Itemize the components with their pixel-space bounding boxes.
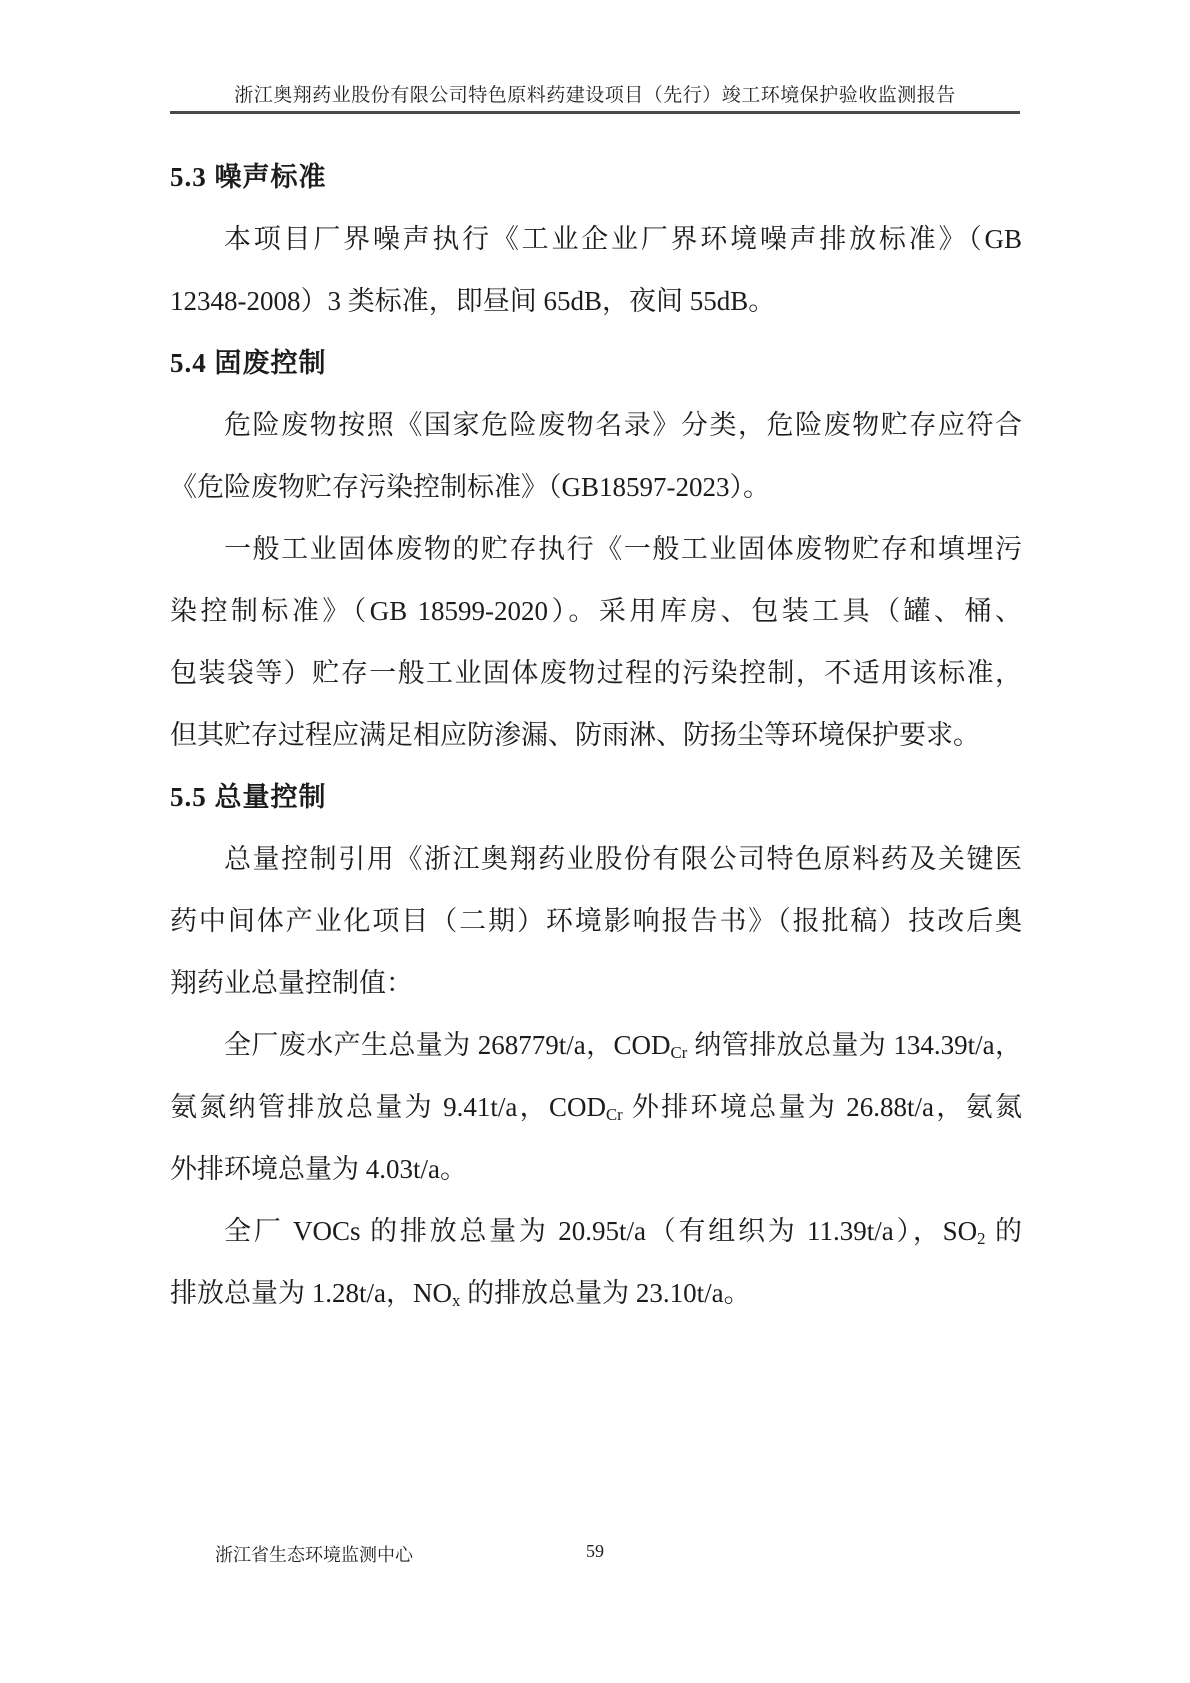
- text-run: 12348-2008）3 类标准，即昼间 65dB，夜间 55dB。: [170, 286, 776, 316]
- text-run: 但其贮存过程应满足相应防渗漏、防雨淋、防扬尘等环境保护要求。: [170, 720, 980, 750]
- subscript-text: Cr: [670, 1043, 688, 1063]
- paragraph: [170, 828, 1022, 1014]
- text-run: 危险废物按照《国家危险废物名录》分类，危险废物贮存应符合: [224, 410, 1022, 440]
- text-run: 5.4 固废控制: [170, 348, 327, 378]
- text-run: 全厂废水产生总量为 268779t/a，COD: [224, 1030, 671, 1060]
- text-run: 的排放总量为 23.10t/a。: [460, 1278, 751, 1308]
- text-line: [170, 146, 1022, 208]
- header-title: 浙江奥翔药业股份有限公司特色原料药建设项目（先行）竣工环境保护验收监测报告: [234, 85, 956, 106]
- text-line: [170, 1262, 1022, 1324]
- text-run: 纳管排放总量为 134.39t/a，: [687, 1030, 1022, 1060]
- paragraph: [170, 1200, 1022, 1324]
- page-number: 59: [586, 1541, 604, 1561]
- text-line: [170, 766, 1022, 828]
- section-heading: [170, 146, 1022, 208]
- text-line: [170, 1076, 1022, 1138]
- paragraph: [170, 394, 1022, 518]
- text-line: [170, 1138, 1022, 1200]
- text-line: [170, 704, 1022, 766]
- text-line: [170, 952, 1022, 1014]
- paragraph: [170, 208, 1022, 332]
- paragraph: [170, 518, 1022, 766]
- text-run: 本项目厂界噪声执行《工业企业厂界环境噪声排放标准》（GB: [224, 224, 1022, 254]
- text-line: [170, 518, 1022, 580]
- text-run: 排放总量为 1.28t/a，NO: [170, 1278, 452, 1308]
- header-rule: [170, 111, 1020, 114]
- text-run: 一般工业固体废物的贮存执行《一般工业固体废物贮存和填埋污: [224, 534, 1022, 564]
- section-heading: [170, 766, 1022, 828]
- text-line: [170, 332, 1022, 394]
- text-run: 《危险废物贮存污染控制标准》（GB18597-2023）。: [170, 472, 770, 502]
- text-run: 翔药业总量控制值：: [170, 968, 413, 998]
- text-run: 总量控制引用《浙江奥翔药业股份有限公司特色原料药及关键医: [224, 844, 1022, 874]
- text-line: [170, 828, 1022, 890]
- text-run: 全厂 VOCs 的排放总量为 20.95t/a（有组织为 11.39t/a），SO: [224, 1216, 978, 1246]
- subscript-text: 2: [977, 1229, 986, 1249]
- subscript-text: x: [451, 1291, 461, 1311]
- text-line: [170, 580, 1022, 642]
- text-line: [170, 642, 1022, 704]
- section-heading: [170, 332, 1022, 394]
- subscript-text: Cr: [606, 1105, 623, 1125]
- text-run: 5.5 总量控制: [170, 782, 327, 812]
- text-run: 外排环境总量为 26.88t/a，氨氮: [622, 1092, 1022, 1122]
- text-line: [170, 270, 1022, 332]
- text-run: 染控制标准》（GB 18599-2020）。采用库房、包装工具（罐、桶、: [170, 596, 1022, 626]
- paragraph: [170, 1014, 1022, 1200]
- document-body: [170, 146, 1022, 1324]
- text-line: [170, 394, 1022, 456]
- footer-organization: 浙江省生态环境监测中心: [215, 1545, 413, 1565]
- text-line: [170, 890, 1022, 952]
- text-run: 包装袋等）贮存一般工业固体废物过程的污染控制，不适用该标准，: [170, 658, 1022, 688]
- text-run: 氨氮纳管排放总量为 9.41t/a，COD: [170, 1092, 606, 1122]
- text-line: [170, 1200, 1022, 1262]
- text-run: 5.3 噪声标准: [170, 162, 327, 192]
- text-run: 外排环境总量为 4.03t/a。: [170, 1154, 467, 1184]
- text-line: [170, 208, 1022, 270]
- page-header: [170, 80, 1020, 107]
- text-line: [170, 456, 1022, 518]
- text-line: [170, 1014, 1022, 1076]
- text-run: 的: [985, 1216, 1023, 1246]
- text-run: 药中间体产业化项目（二期）环境影响报告书》（报批稿）技改后奥: [170, 906, 1022, 936]
